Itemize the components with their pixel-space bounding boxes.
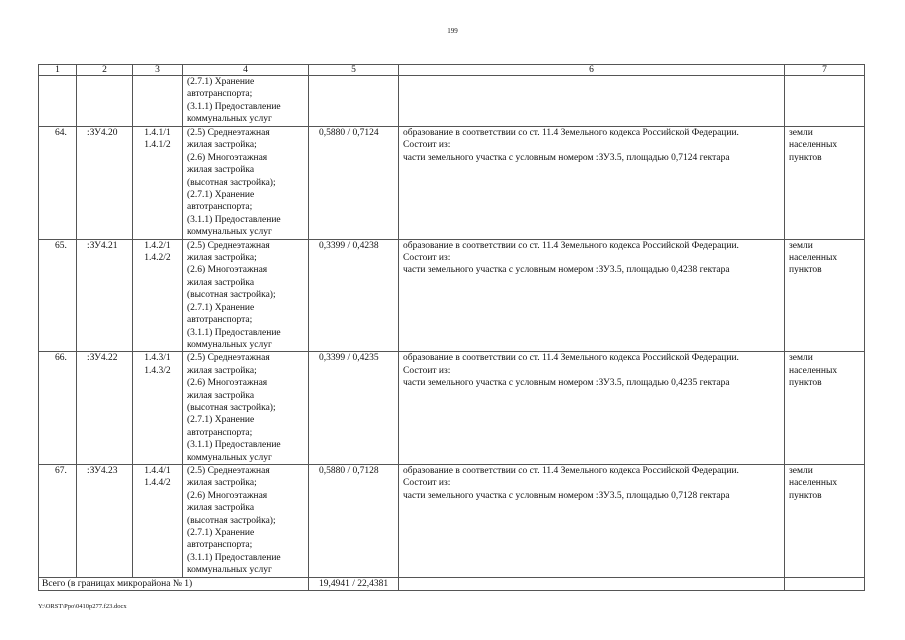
use-line: жилая застройка; bbox=[187, 140, 257, 151]
use-line: жилая застройка bbox=[187, 503, 255, 514]
use-line: автотранспорта; bbox=[187, 427, 253, 438]
use-line: коммунальных услуг bbox=[187, 452, 272, 463]
use-line: (2.7.1) Хранение bbox=[187, 302, 255, 313]
use-line: (2.5) Среднеэтажная bbox=[187, 128, 270, 138]
use-line: коммунальных услуг bbox=[187, 227, 272, 238]
use-line: автотранспорта; bbox=[187, 202, 253, 213]
use-line: (2.5) Среднеэтажная bbox=[187, 353, 270, 364]
plot-area: 0,5880 / 0,7128 bbox=[309, 464, 399, 577]
row-number: 65. bbox=[39, 239, 77, 352]
use-line: жилая застройка bbox=[187, 165, 255, 176]
plot-code: :ЗУ4.22 bbox=[77, 352, 133, 465]
table-row bbox=[39, 127, 865, 240]
use-line: автотранспорта; bbox=[187, 315, 253, 326]
desc-line: Состоит из: bbox=[403, 253, 451, 264]
desc-line: Состоит из: bbox=[403, 365, 451, 376]
use-line: автотранспорта; bbox=[187, 89, 253, 100]
plot-area: 0,3399 / 0,4235 bbox=[309, 352, 399, 465]
plot-parts bbox=[133, 352, 183, 465]
file-path-footer: Y:\ORST\Ppo\0410p277.f23.docx bbox=[38, 603, 127, 610]
column-number-row bbox=[39, 65, 865, 76]
category-line: земли bbox=[789, 128, 813, 138]
use-line: (высотная застройка); bbox=[187, 177, 276, 188]
use-line: (высотная застройка); bbox=[187, 290, 276, 301]
num-cell bbox=[39, 76, 77, 127]
category-line: населенных bbox=[789, 140, 838, 151]
table-row bbox=[39, 464, 865, 577]
permitted-use bbox=[183, 464, 309, 577]
total-row bbox=[39, 577, 865, 590]
use-line: (3.1.1) Предоставление bbox=[187, 552, 281, 563]
column-number: 7 bbox=[785, 65, 865, 76]
use-line: (3.1.1) Предоставление bbox=[187, 327, 281, 338]
use-line: жилая застройка; bbox=[187, 478, 257, 489]
desc-line: части земельного участка с условным номером :ЗУ3.5, площадью 0,4238 гектара bbox=[403, 265, 730, 276]
use-line: (2.7.1) Хранение bbox=[187, 190, 255, 201]
plot-part: 1.4.4/2 bbox=[144, 478, 171, 489]
plot-part: 1.4.2/2 bbox=[144, 253, 171, 264]
formation-description bbox=[399, 352, 785, 465]
use-line: (2.6) Многоэтажная bbox=[187, 378, 268, 389]
desc-line: части земельного участка с условным номером :ЗУ3.5, площадью 0,7128 гектара bbox=[403, 490, 730, 501]
desc-line: части земельного участка с условным номером :ЗУ3.5, площадью 0,4235 гектара bbox=[403, 378, 730, 389]
desc-line: образование в соответствии со ст. 11.4 Земельного кодекса Российской Федерации. bbox=[403, 240, 739, 251]
plot-area: 0,3399 / 0,4238 bbox=[309, 239, 399, 352]
use-line: (3.1.1) Предоставление bbox=[187, 440, 281, 451]
use-line: жилая застройка; bbox=[187, 365, 257, 376]
plot-code: :ЗУ4.20 bbox=[77, 127, 133, 240]
use-line: коммунальных услуг bbox=[187, 114, 272, 125]
use-line: автотранспорта; bbox=[187, 540, 253, 551]
land-category bbox=[785, 127, 865, 240]
use-line: жилая застройка bbox=[187, 277, 255, 288]
category-line: земли bbox=[789, 465, 813, 476]
plot-part: 1.4.1/2 bbox=[144, 140, 171, 151]
use-line: (2.7.1) Хранение bbox=[187, 415, 255, 426]
page-number: 199 bbox=[447, 27, 458, 35]
use-line: (2.6) Многоэтажная bbox=[187, 490, 268, 501]
column-number: 6 bbox=[399, 65, 785, 76]
use-line: (2.5) Среднеэтажная bbox=[187, 240, 270, 251]
category-line: пунктов bbox=[789, 152, 822, 163]
use-line: (высотная застройка); bbox=[187, 515, 276, 526]
total-area: 19,4941 / 22,4381 bbox=[309, 577, 399, 590]
plot-part: 1.4.1/1 bbox=[144, 128, 171, 138]
table-row bbox=[39, 239, 865, 352]
plot-code: :ЗУ4.21 bbox=[77, 239, 133, 352]
desc-line: образование в соответствии со ст. 11.4 Земельного кодекса Российской Федерации. bbox=[403, 128, 739, 138]
column-number: 4 bbox=[183, 65, 309, 76]
use-line: (высотная застройка); bbox=[187, 402, 276, 413]
use-line: жилая застройка; bbox=[187, 253, 257, 264]
desc-line: части земельного участка с условным номером :ЗУ3.5, площадью 0,7124 гектара bbox=[403, 152, 730, 163]
desc-line: Состоит из: bbox=[403, 478, 451, 489]
land-category bbox=[785, 352, 865, 465]
plot-area: 0,5880 / 0,7124 bbox=[309, 127, 399, 240]
category-cell bbox=[785, 76, 865, 127]
plot-code: :ЗУ4.23 bbox=[77, 464, 133, 577]
row-number: 66. bbox=[39, 352, 77, 465]
column-number: 1 bbox=[39, 65, 77, 76]
use-line: (2.7.1) Хранение bbox=[187, 77, 255, 87]
formation-description bbox=[399, 464, 785, 577]
formation-description bbox=[399, 127, 785, 240]
plot-part: 1.4.2/1 bbox=[144, 240, 171, 251]
parts-cell bbox=[133, 76, 183, 127]
category-line: населенных bbox=[789, 478, 838, 489]
permitted-use bbox=[183, 127, 309, 240]
code-cell bbox=[77, 76, 133, 127]
desc-line: образование в соответствии со ст. 11.4 Земельного кодекса Российской Федерации. bbox=[403, 353, 739, 364]
use-line: жилая застройка bbox=[187, 390, 255, 401]
area-cell bbox=[309, 76, 399, 127]
use-line: (2.6) Многоэтажная bbox=[187, 265, 268, 276]
total-label: Всего (в границах микрорайона № 1) bbox=[39, 577, 309, 590]
use-line: коммунальных услуг bbox=[187, 565, 272, 576]
land-category bbox=[785, 239, 865, 352]
category-line: земли bbox=[789, 353, 813, 364]
use-line: (3.1.1) Предоставление bbox=[187, 101, 281, 112]
use-line: (2.5) Среднеэтажная bbox=[187, 465, 270, 476]
use-line: (2.6) Многоэтажная bbox=[187, 152, 268, 163]
formation-description bbox=[399, 239, 785, 352]
use-cell bbox=[183, 76, 309, 127]
row-number: 64. bbox=[39, 127, 77, 240]
column-number: 2 bbox=[77, 65, 133, 76]
permitted-use bbox=[183, 352, 309, 465]
row-number: 67. bbox=[39, 464, 77, 577]
column-number: 3 bbox=[133, 65, 183, 76]
total-empty bbox=[785, 577, 865, 590]
continuation-row bbox=[39, 76, 865, 127]
desc-line: Состоит из: bbox=[403, 140, 451, 151]
category-line: пунктов bbox=[789, 265, 822, 276]
land-category bbox=[785, 464, 865, 577]
plot-parts bbox=[133, 464, 183, 577]
category-line: населенных bbox=[789, 365, 838, 376]
category-line: населенных bbox=[789, 253, 838, 264]
plot-part: 1.4.3/2 bbox=[144, 365, 171, 376]
plot-part: 1.4.4/1 bbox=[144, 465, 171, 476]
plot-part: 1.4.3/1 bbox=[144, 353, 171, 364]
plot-parts bbox=[133, 239, 183, 352]
permitted-use bbox=[183, 239, 309, 352]
table-row bbox=[39, 352, 865, 465]
category-line: пунктов bbox=[789, 378, 822, 389]
category-line: земли bbox=[789, 240, 813, 251]
use-line: коммунальных услуг bbox=[187, 339, 272, 350]
land-plots-table bbox=[38, 64, 865, 591]
use-line: (3.1.1) Предоставление bbox=[187, 214, 281, 225]
column-number: 5 bbox=[309, 65, 399, 76]
desc-cell bbox=[399, 76, 785, 127]
use-line: (2.7.1) Хранение bbox=[187, 528, 255, 538]
total-empty bbox=[399, 577, 785, 590]
plot-parts bbox=[133, 127, 183, 240]
category-line: пунктов bbox=[789, 490, 822, 501]
desc-line: образование в соответствии со ст. 11.4 Земельного кодекса Российской Федерации. bbox=[403, 465, 739, 476]
